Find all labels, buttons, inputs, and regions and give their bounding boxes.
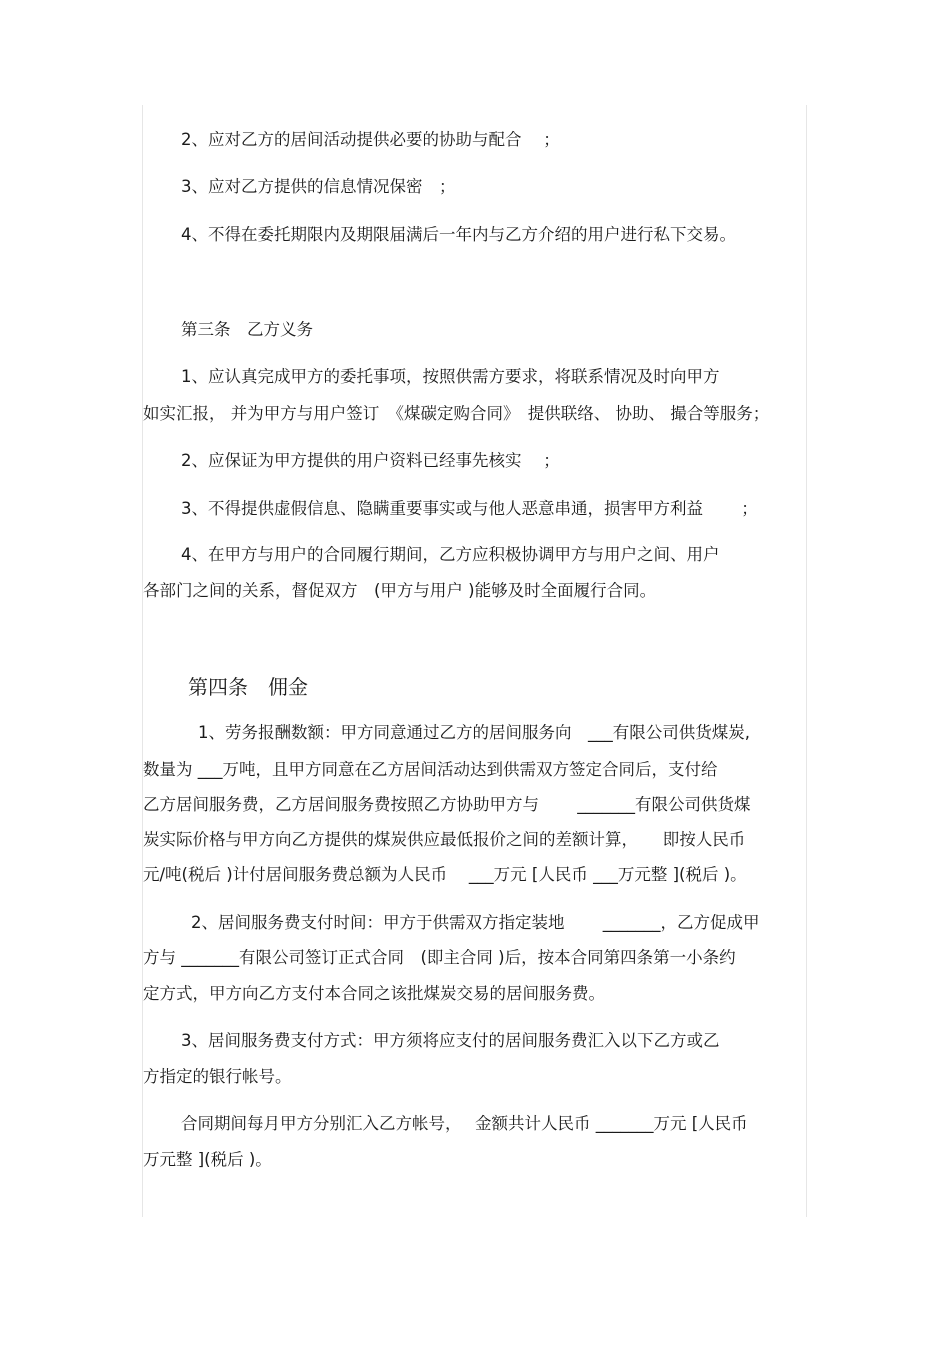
clause-4-line: 4、不得在委托期限内及期限届满后一年内与乙方介绍的用户进行私下交易。	[181, 225, 736, 244]
article-4-item-2-line-3: 定方式，甲方向乙方支付本合同之该批煤炭交易的居间服务费。	[143, 984, 605, 1003]
article-4-item-3-line-2: 方指定的银行帐号。	[143, 1067, 292, 1086]
article-4-item-1-line-2: 数量为 ___万吨，且甲方同意在乙方居间活动达到供需双方签定合同后，支付给	[143, 760, 718, 779]
article-4-item-1-line-3: 乙方居间服务费，乙方居间服务费按照乙方协助甲方与 _______有限公司供货煤	[143, 795, 751, 814]
article-4-item-2-line-2: 方与 _______有限公司签订正式合同 (即主合同 )后，按本合同第四条第一小条约	[143, 948, 736, 967]
article-4-item-3-line-1: 3、居间服务费支付方式：甲方须将应支付的居间服务费汇入以下乙方或乙	[181, 1031, 720, 1050]
clause-2-line: 2、应对乙方的居间活动提供必要的协助与配合 ；	[181, 130, 560, 149]
article-4-item-1-line-4: 炭实际价格与甲方向乙方提供的煤炭供应最低报价之间的差额计算， 即按人民币	[143, 830, 746, 849]
article-4-item-2-line-1: 2、居间服务费支付时间：甲方于供需双方指定装地 _______，乙方促成甲	[191, 913, 760, 932]
article-4-heading: 第四条 佣金	[188, 675, 308, 699]
article-4-item-1-line-1: 1、劳务报酬数额：甲方同意通过乙方的居间服务向 ___有限公司供货煤炭,	[198, 723, 750, 742]
monthly-payment-line-1: 合同期间每月甲方分别汇入乙方帐号， 金额共计人民币 _______万元 [人民币	[181, 1114, 748, 1133]
page-left-border	[142, 105, 143, 1217]
article-3-item-2: 2、应保证为甲方提供的用户资料已经事先核实 ；	[181, 451, 560, 470]
article-3-item-3: 3、不得提供虚假信息、隐瞒重要事实或与他人恶意串通，损害甲方利益 ；	[181, 499, 758, 518]
article-3-item-1-line-2: 如实汇报， 并为甲方与用户签订 《煤碳定购合同》 提供联络、 协助、 撮合等服务；	[143, 404, 770, 423]
article-4-item-1-line-5: 元/吨(税后 )计付居间服务费总额为人民币 ___万元 [人民币 ___万元整 ](税后 )。	[143, 865, 747, 884]
article-3-item-4-line-2: 各部门之间的关系，督促双方 (甲方与用户 )能够及时全面履行合同。	[143, 581, 657, 600]
article-3-item-1-line-1: 1、应认真完成甲方的委托事项，按照供需方要求，将联系情况及时向甲方	[181, 367, 720, 386]
page-right-border	[806, 105, 807, 1217]
monthly-payment-line-2: 万元整 ](税后 )。	[143, 1150, 272, 1169]
article-3-heading: 第三条 乙方义务	[181, 320, 313, 339]
clause-3-line: 3、应对乙方提供的信息情况保密 ；	[181, 177, 456, 196]
article-3-item-4-line-1: 4、在甲方与用户的合同履行期间，乙方应积极协调甲方与用户之间、用户	[181, 545, 720, 564]
